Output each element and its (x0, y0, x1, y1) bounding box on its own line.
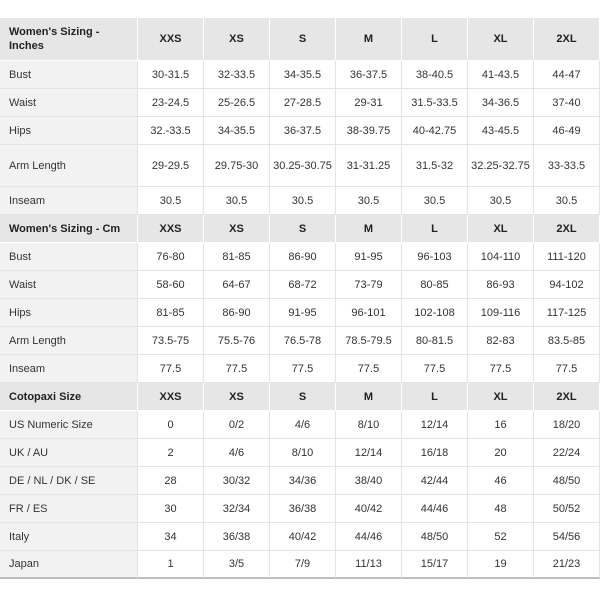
measurement-label: UK / AU (0, 439, 138, 467)
size-value-cell: 77.5 (138, 355, 204, 383)
size-value-cell: 38-40.5 (402, 61, 468, 89)
size-value-cell: 77.5 (204, 355, 270, 383)
table-row (0, 327, 600, 355)
size-column-header: 2XL (534, 215, 600, 243)
measurement-label: DE / NL / DK / SE (0, 467, 138, 495)
size-value-cell: 8/10 (336, 411, 402, 439)
size-value-cell: 34/36 (270, 467, 336, 495)
size-value-cell: 58-60 (138, 271, 204, 299)
table-row (0, 467, 600, 495)
size-value-cell: 80-81.5 (402, 327, 468, 355)
size-value-cell: 8/10 (270, 439, 336, 467)
size-value-cell: 38/40 (336, 467, 402, 495)
section-title: Women's Sizing - Cm (0, 215, 138, 243)
size-value-cell: 34-35.5 (204, 117, 270, 145)
size-value-cell: 29.75-30 (204, 145, 270, 187)
size-value-cell: 15/17 (402, 551, 468, 579)
size-value-cell: 29-29.5 (138, 145, 204, 187)
size-value-cell: 43-45.5 (468, 117, 534, 145)
size-column-header: XXS (138, 18, 204, 61)
size-column-header: XS (204, 383, 270, 411)
measurement-label: Italy (0, 523, 138, 551)
size-chart-body (0, 18, 600, 579)
size-value-cell: 86-90 (270, 243, 336, 271)
size-value-cell: 77.5 (534, 355, 600, 383)
size-value-cell: 48/50 (534, 467, 600, 495)
size-value-cell: 2 (138, 439, 204, 467)
table-row (0, 355, 600, 383)
size-value-cell: 81-85 (204, 243, 270, 271)
size-value-cell: 30.5 (468, 187, 534, 215)
size-value-cell: 48/50 (402, 523, 468, 551)
size-value-cell: 31.5-33.5 (402, 89, 468, 117)
table-row (0, 61, 600, 89)
size-column-header: XL (468, 383, 534, 411)
size-value-cell: 40/42 (336, 495, 402, 523)
section-header-cotopaxi (0, 383, 600, 411)
size-value-cell: 36/38 (270, 495, 336, 523)
size-value-cell: 117-125 (534, 299, 600, 327)
size-value-cell: 46-49 (534, 117, 600, 145)
size-value-cell: 12/14 (336, 439, 402, 467)
measurement-label: FR / ES (0, 495, 138, 523)
size-value-cell: 76.5-78 (270, 327, 336, 355)
size-value-cell: 28 (138, 467, 204, 495)
size-value-cell: 12/14 (402, 411, 468, 439)
size-value-cell: 30 (138, 495, 204, 523)
table-row (0, 117, 600, 145)
size-value-cell: 30/32 (204, 467, 270, 495)
size-column-header: XXS (138, 215, 204, 243)
measurement-label: Arm Length (0, 145, 138, 187)
size-column-header: XS (204, 215, 270, 243)
size-column-header: L (402, 215, 468, 243)
measurement-label: US Numeric Size (0, 411, 138, 439)
size-value-cell: 30.25-30.75 (270, 145, 336, 187)
measurement-label: Bust (0, 61, 138, 89)
size-column-header: XS (204, 18, 270, 61)
size-value-cell: 7/9 (270, 551, 336, 579)
size-value-cell: 1 (138, 551, 204, 579)
size-value-cell: 27-28.5 (270, 89, 336, 117)
size-value-cell: 91-95 (336, 243, 402, 271)
table-row (0, 299, 600, 327)
size-value-cell: 76-80 (138, 243, 204, 271)
size-value-cell: 38-39.75 (336, 117, 402, 145)
size-value-cell: 83.5-85 (534, 327, 600, 355)
size-value-cell: 32.-33.5 (138, 117, 204, 145)
section-title: Cotopaxi Size (0, 383, 138, 411)
size-value-cell: 11/13 (336, 551, 402, 579)
size-value-cell: 31.5-32 (402, 145, 468, 187)
section-title: Women's Sizing - Inches (0, 18, 138, 61)
section-header-inches (0, 18, 600, 61)
table-row (0, 89, 600, 117)
size-value-cell: 34-36.5 (468, 89, 534, 117)
table-row (0, 271, 600, 299)
size-column-header: S (270, 215, 336, 243)
size-value-cell: 32.25-32.75 (468, 145, 534, 187)
table-row (0, 439, 600, 467)
measurement-label: Inseam (0, 355, 138, 383)
size-column-header: XXS (138, 383, 204, 411)
size-value-cell: 16/18 (402, 439, 468, 467)
size-value-cell: 73.5-75 (138, 327, 204, 355)
table-row (0, 187, 600, 215)
size-value-cell: 78.5-79.5 (336, 327, 402, 355)
size-value-cell: 30.5 (336, 187, 402, 215)
size-value-cell: 104-110 (468, 243, 534, 271)
size-value-cell: 34-35.5 (270, 61, 336, 89)
table-row (0, 495, 600, 523)
size-value-cell: 30-31.5 (138, 61, 204, 89)
size-column-header: M (336, 215, 402, 243)
size-value-cell: 31-31.25 (336, 145, 402, 187)
size-value-cell: 25-26.5 (204, 89, 270, 117)
size-value-cell: 86-90 (204, 299, 270, 327)
size-value-cell: 80-85 (402, 271, 468, 299)
size-value-cell: 22/24 (534, 439, 600, 467)
size-column-header: XL (468, 215, 534, 243)
size-value-cell: 41-43.5 (468, 61, 534, 89)
size-column-header: L (402, 383, 468, 411)
size-column-header: S (270, 18, 336, 61)
size-value-cell: 77.5 (336, 355, 402, 383)
table-row (0, 411, 600, 439)
size-column-header: M (336, 383, 402, 411)
size-value-cell: 40/42 (270, 523, 336, 551)
size-value-cell: 30.5 (402, 187, 468, 215)
size-column-header: L (402, 18, 468, 61)
size-value-cell: 94-102 (534, 271, 600, 299)
measurement-label: Waist (0, 271, 138, 299)
size-column-header: S (270, 383, 336, 411)
size-value-cell: 111-120 (534, 243, 600, 271)
size-value-cell: 68-72 (270, 271, 336, 299)
size-value-cell: 46 (468, 467, 534, 495)
size-value-cell: 0/2 (204, 411, 270, 439)
size-value-cell: 50/52 (534, 495, 600, 523)
size-value-cell: 77.5 (468, 355, 534, 383)
size-value-cell: 19 (468, 551, 534, 579)
size-value-cell: 21/23 (534, 551, 600, 579)
size-value-cell: 40-42.75 (402, 117, 468, 145)
size-value-cell: 36-37.5 (270, 117, 336, 145)
size-value-cell: 16 (468, 411, 534, 439)
size-value-cell: 77.5 (270, 355, 336, 383)
size-value-cell: 44/46 (402, 495, 468, 523)
size-column-header: 2XL (534, 18, 600, 61)
measurement-label: Waist (0, 89, 138, 117)
size-value-cell: 52 (468, 523, 534, 551)
size-value-cell: 23-24.5 (138, 89, 204, 117)
size-value-cell: 30.5 (138, 187, 204, 215)
size-value-cell: 48 (468, 495, 534, 523)
size-value-cell: 30.5 (534, 187, 600, 215)
measurement-label: Hips (0, 299, 138, 327)
size-value-cell: 73-79 (336, 271, 402, 299)
size-value-cell: 102-108 (402, 299, 468, 327)
table-row (0, 551, 600, 579)
measurement-label: Japan (0, 551, 138, 579)
measurement-label: Bust (0, 243, 138, 271)
size-value-cell: 96-101 (336, 299, 402, 327)
size-value-cell: 82-83 (468, 327, 534, 355)
size-value-cell: 3/5 (204, 551, 270, 579)
size-chart-table (0, 18, 600, 579)
size-value-cell: 30.5 (270, 187, 336, 215)
size-value-cell: 20 (468, 439, 534, 467)
size-value-cell: 18/20 (534, 411, 600, 439)
size-value-cell: 4/6 (270, 411, 336, 439)
size-column-header: XL (468, 18, 534, 61)
size-value-cell: 32/34 (204, 495, 270, 523)
section-header-cm (0, 215, 600, 243)
size-value-cell: 32-33.5 (204, 61, 270, 89)
size-value-cell: 44-47 (534, 61, 600, 89)
measurement-label: Arm Length (0, 327, 138, 355)
size-value-cell: 0 (138, 411, 204, 439)
size-value-cell: 37-40 (534, 89, 600, 117)
size-value-cell: 4/6 (204, 439, 270, 467)
measurement-label: Hips (0, 117, 138, 145)
measurement-label: Inseam (0, 187, 138, 215)
size-value-cell: 33-33.5 (534, 145, 600, 187)
table-row (0, 243, 600, 271)
size-value-cell: 44/46 (336, 523, 402, 551)
table-row (0, 145, 600, 187)
size-value-cell: 109-116 (468, 299, 534, 327)
size-column-header: M (336, 18, 402, 61)
size-value-cell: 30.5 (204, 187, 270, 215)
size-value-cell: 91-95 (270, 299, 336, 327)
size-value-cell: 36-37.5 (336, 61, 402, 89)
size-value-cell: 75.5-76 (204, 327, 270, 355)
size-value-cell: 86-93 (468, 271, 534, 299)
size-value-cell: 81-85 (138, 299, 204, 327)
size-value-cell: 54/56 (534, 523, 600, 551)
size-value-cell: 64-67 (204, 271, 270, 299)
size-value-cell: 34 (138, 523, 204, 551)
size-value-cell: 36/38 (204, 523, 270, 551)
size-value-cell: 77.5 (402, 355, 468, 383)
table-row (0, 523, 600, 551)
size-value-cell: 96-103 (402, 243, 468, 271)
size-value-cell: 29-31 (336, 89, 402, 117)
size-column-header: 2XL (534, 383, 600, 411)
size-value-cell: 42/44 (402, 467, 468, 495)
